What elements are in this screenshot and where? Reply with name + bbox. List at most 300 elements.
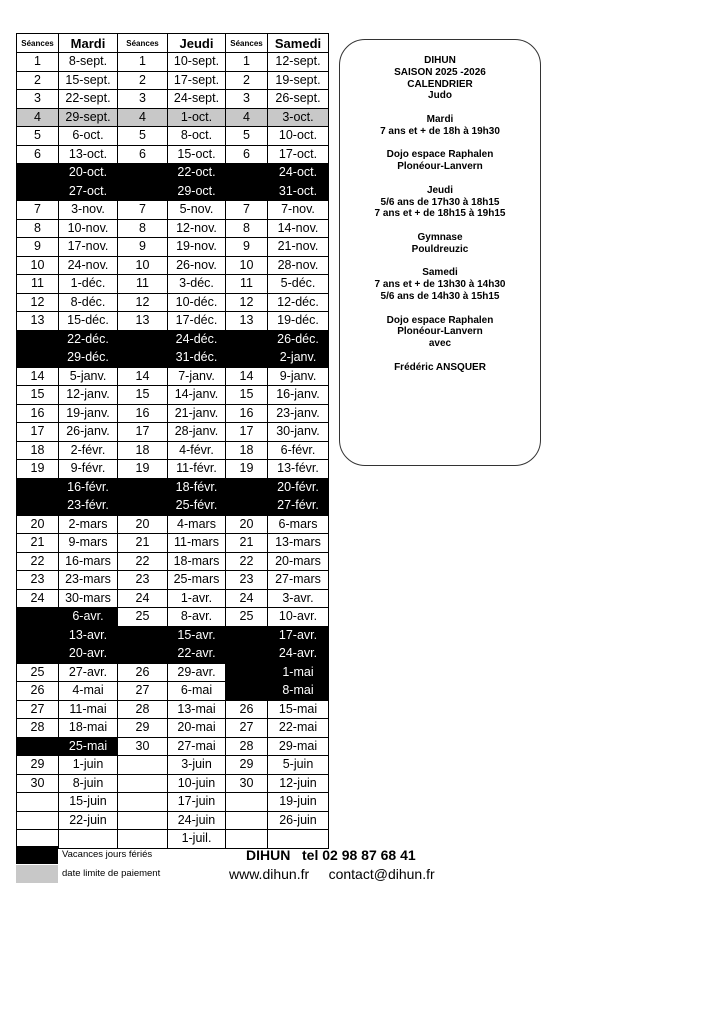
date-samedi-cell: 12-sept. xyxy=(268,53,329,72)
seance-jeudi-cell xyxy=(118,793,168,812)
seance-mardi-cell: 12 xyxy=(17,293,59,312)
date-mardi-cell: 4-mai xyxy=(59,682,118,701)
date-samedi-cell: 30-janv. xyxy=(268,423,329,442)
seance-mardi-cell xyxy=(17,478,59,497)
seance-jeudi-cell xyxy=(118,645,168,664)
seance-jeudi-cell xyxy=(118,626,168,645)
date-mardi-cell: 2-mars xyxy=(59,515,118,534)
seance-samedi-cell: 8 xyxy=(226,219,268,238)
table-row xyxy=(17,478,329,497)
date-samedi-cell: 3-oct. xyxy=(268,108,329,127)
table-row xyxy=(17,663,329,682)
date-jeudi-cell: 10-juin xyxy=(168,774,226,793)
seance-samedi-cell: 18 xyxy=(226,441,268,460)
date-mardi-cell: 1-juin xyxy=(59,756,118,775)
seance-samedi-cell: 19 xyxy=(226,460,268,479)
table-row xyxy=(17,830,329,849)
date-jeudi-cell: 14-janv. xyxy=(168,386,226,405)
date-samedi-cell: 5-déc. xyxy=(268,275,329,294)
date-mardi-cell: 16-févr. xyxy=(59,478,118,497)
seance-jeudi-cell: 10 xyxy=(118,256,168,275)
seance-samedi-cell: 26 xyxy=(226,700,268,719)
date-jeudi-cell: 17-déc. xyxy=(168,312,226,331)
date-jeudi-cell: 3-déc. xyxy=(168,275,226,294)
seance-jeudi-cell: 15 xyxy=(118,386,168,405)
date-mardi-cell: 22-déc. xyxy=(59,330,118,349)
seance-mardi-cell xyxy=(17,645,59,664)
date-mardi-cell: 8-juin xyxy=(59,774,118,793)
date-jeudi-cell: 1-avr. xyxy=(168,589,226,608)
seance-jeudi-cell xyxy=(118,830,168,849)
date-samedi-cell xyxy=(268,830,329,849)
table-row xyxy=(17,793,329,812)
date-samedi-cell: 23-janv. xyxy=(268,404,329,423)
info-line: 5/6 ans de 17h30 à 18h15 xyxy=(380,196,500,208)
seance-mardi-cell xyxy=(17,182,59,201)
date-mardi-cell: 19-janv. xyxy=(59,404,118,423)
table-row xyxy=(17,441,329,460)
date-jeudi-cell: 21-janv. xyxy=(168,404,226,423)
info-line: 7 ans et + de 18h à 19h30 xyxy=(380,125,500,137)
seance-mardi-cell: 27 xyxy=(17,700,59,719)
date-samedi-cell: 27-mars xyxy=(268,571,329,590)
seance-mardi-cell xyxy=(17,164,59,183)
info-line: Plonéour-Lanvern xyxy=(397,161,483,173)
date-samedi-cell: 26-sept. xyxy=(268,90,329,109)
table-row xyxy=(17,367,329,386)
footer-web-contact: www.dihun.fr contact@dihun.fr xyxy=(229,866,435,882)
seance-mardi-cell: 19 xyxy=(17,460,59,479)
date-samedi-cell: 1-mai xyxy=(268,663,329,682)
date-mardi-cell: 27-oct. xyxy=(59,182,118,201)
seance-samedi-cell xyxy=(226,497,268,516)
table-row xyxy=(17,682,329,701)
seance-samedi-cell: 4 xyxy=(226,108,268,127)
date-samedi-cell: 3-avr. xyxy=(268,589,329,608)
date-jeudi-cell: 1-juil. xyxy=(168,830,226,849)
table-row xyxy=(17,608,329,627)
date-jeudi-cell: 6-mai xyxy=(168,682,226,701)
seance-samedi-cell: 28 xyxy=(226,737,268,756)
date-samedi-cell: 7-nov. xyxy=(268,201,329,220)
seance-mardi-cell xyxy=(17,793,59,812)
table-row xyxy=(17,53,329,72)
date-jeudi-cell: 15-avr. xyxy=(168,626,226,645)
date-jeudi-cell: 17-juin xyxy=(168,793,226,812)
seance-samedi-cell xyxy=(226,663,268,682)
table-row xyxy=(17,774,329,793)
date-jeudi-cell: 29-oct. xyxy=(168,182,226,201)
seance-mardi-cell: 5 xyxy=(17,127,59,146)
seance-samedi-cell xyxy=(226,478,268,497)
table-row xyxy=(17,423,329,442)
date-mardi-cell: 24-nov. xyxy=(59,256,118,275)
date-mardi-cell: 13-avr. xyxy=(59,626,118,645)
date-jeudi-cell: 28-janv. xyxy=(168,423,226,442)
seance-samedi-cell: 6 xyxy=(226,145,268,164)
seance-jeudi-cell: 29 xyxy=(118,719,168,738)
date-jeudi-cell: 20-mai xyxy=(168,719,226,738)
date-jeudi-cell: 17-sept. xyxy=(168,71,226,90)
date-samedi-cell: 14-nov. xyxy=(268,219,329,238)
table-row xyxy=(17,182,329,201)
date-mardi-cell: 6-oct. xyxy=(59,127,118,146)
seance-mardi-cell: 7 xyxy=(17,201,59,220)
seance-jeudi-cell: 16 xyxy=(118,404,168,423)
table-row xyxy=(17,201,329,220)
seance-mardi-cell xyxy=(17,737,59,756)
info-line xyxy=(340,102,540,114)
header-jeudi: Jeudi xyxy=(168,34,226,53)
date-samedi-cell: 8-mai xyxy=(268,682,329,701)
date-samedi-cell: 10-avr. xyxy=(268,608,329,627)
seance-mardi-cell: 4 xyxy=(17,108,59,127)
info-line xyxy=(340,350,540,362)
header-mardi: Mardi xyxy=(59,34,118,53)
table-row xyxy=(17,460,329,479)
date-samedi-cell: 15-mai xyxy=(268,700,329,719)
seance-jeudi-cell: 7 xyxy=(118,201,168,220)
info-line: avec xyxy=(428,338,452,350)
date-mardi-cell: 8-sept. xyxy=(59,53,118,72)
date-samedi-cell: 21-nov. xyxy=(268,238,329,257)
legend-holiday-label: Vacances jours fériés xyxy=(62,849,153,860)
seance-samedi-cell: 12 xyxy=(226,293,268,312)
date-samedi-cell: 2-janv. xyxy=(268,349,329,368)
seance-jeudi-cell xyxy=(118,497,168,516)
legend-holiday-swatch xyxy=(16,846,58,864)
header-row xyxy=(17,34,329,53)
date-mardi-cell: 20-avr. xyxy=(59,645,118,664)
seance-jeudi-cell: 21 xyxy=(118,534,168,553)
date-mardi-cell: 13-oct. xyxy=(59,145,118,164)
date-jeudi-cell: 29-avr. xyxy=(168,663,226,682)
seance-mardi-cell: 1 xyxy=(17,53,59,72)
table-row xyxy=(17,571,329,590)
date-samedi-cell: 6-févr. xyxy=(268,441,329,460)
seance-mardi-cell: 11 xyxy=(17,275,59,294)
schedule-table xyxy=(16,33,329,849)
date-jeudi-cell: 22-oct. xyxy=(168,164,226,183)
date-mardi-cell: 25-mai xyxy=(59,737,118,756)
table-row xyxy=(17,293,329,312)
seance-jeudi-cell: 19 xyxy=(118,460,168,479)
date-jeudi-cell: 26-nov. xyxy=(168,256,226,275)
seance-samedi-cell: 7 xyxy=(226,201,268,220)
seance-mardi-cell xyxy=(17,497,59,516)
info-line: Dojo espace Raphalen xyxy=(386,314,494,326)
seance-samedi-cell xyxy=(226,330,268,349)
seance-jeudi-cell: 8 xyxy=(118,219,168,238)
seance-mardi-cell: 22 xyxy=(17,552,59,571)
info-line: SAISON 2025 -2026 xyxy=(394,66,486,78)
date-mardi-cell: 1-déc. xyxy=(59,275,118,294)
seance-mardi-cell: 15 xyxy=(17,386,59,405)
seance-mardi-cell: 21 xyxy=(17,534,59,553)
seance-jeudi-cell: 17 xyxy=(118,423,168,442)
seance-mardi-cell: 3 xyxy=(17,90,59,109)
date-samedi-cell: 9-janv. xyxy=(268,367,329,386)
date-jeudi-cell: 24-sept. xyxy=(168,90,226,109)
seance-mardi-cell: 18 xyxy=(17,441,59,460)
table-row xyxy=(17,90,329,109)
seance-samedi-cell: 20 xyxy=(226,515,268,534)
info-line xyxy=(340,173,540,185)
seance-jeudi-cell xyxy=(118,164,168,183)
date-samedi-cell: 29-mai xyxy=(268,737,329,756)
schedule-body xyxy=(17,53,329,849)
date-mardi-cell: 12-janv. xyxy=(59,386,118,405)
date-mardi-cell: 29-sept. xyxy=(59,108,118,127)
seance-mardi-cell: 2 xyxy=(17,71,59,90)
seance-jeudi-cell: 4 xyxy=(118,108,168,127)
date-mardi-cell: 27-avr. xyxy=(59,663,118,682)
date-jeudi-cell: 18-févr. xyxy=(168,478,226,497)
seance-mardi-cell xyxy=(17,349,59,368)
seance-samedi-cell: 10 xyxy=(226,256,268,275)
date-jeudi-cell: 27-mai xyxy=(168,737,226,756)
info-line xyxy=(340,303,540,315)
date-jeudi-cell: 31-déc. xyxy=(168,349,226,368)
seance-jeudi-cell: 28 xyxy=(118,700,168,719)
table-row xyxy=(17,534,329,553)
date-samedi-cell: 26-juin xyxy=(268,811,329,830)
seance-jeudi-cell: 6 xyxy=(118,145,168,164)
date-mardi-cell xyxy=(59,830,118,849)
seance-jeudi-cell: 25 xyxy=(118,608,168,627)
info-line: 7 ans et + de 13h30 à 14h30 xyxy=(374,279,506,291)
date-jeudi-cell: 22-avr. xyxy=(168,645,226,664)
seance-samedi-cell: 21 xyxy=(226,534,268,553)
table-row xyxy=(17,312,329,331)
date-samedi-cell: 31-oct. xyxy=(268,182,329,201)
date-jeudi-cell: 3-juin xyxy=(168,756,226,775)
footer-phone: DIHUN tel 02 98 87 68 41 xyxy=(246,847,416,863)
table-row xyxy=(17,71,329,90)
table-row xyxy=(17,404,329,423)
seance-jeudi-cell: 18 xyxy=(118,441,168,460)
date-mardi-cell: 16-mars xyxy=(59,552,118,571)
date-mardi-cell: 18-mai xyxy=(59,719,118,738)
date-samedi-cell: 19-sept. xyxy=(268,71,329,90)
seance-jeudi-cell: 11 xyxy=(118,275,168,294)
seance-jeudi-cell xyxy=(118,811,168,830)
table-row xyxy=(17,497,329,516)
date-jeudi-cell: 8-avr. xyxy=(168,608,226,627)
info-line: Jeudi xyxy=(426,184,454,196)
seance-samedi-cell: 15 xyxy=(226,386,268,405)
seance-samedi-cell: 22 xyxy=(226,552,268,571)
seance-mardi-cell: 17 xyxy=(17,423,59,442)
seance-mardi-cell xyxy=(17,608,59,627)
date-jeudi-cell: 1-oct. xyxy=(168,108,226,127)
info-line: Dojo espace Raphalen xyxy=(386,149,494,161)
seance-mardi-cell: 20 xyxy=(17,515,59,534)
info-line: Gymnase xyxy=(417,231,463,243)
seance-mardi-cell: 30 xyxy=(17,774,59,793)
seance-mardi-cell xyxy=(17,330,59,349)
seance-samedi-cell: 14 xyxy=(226,367,268,386)
date-mardi-cell: 11-mai xyxy=(59,700,118,719)
info-line: CALENDRIER xyxy=(407,78,473,90)
seance-mardi-cell: 13 xyxy=(17,312,59,331)
table-row xyxy=(17,626,329,645)
seance-mardi-cell xyxy=(17,811,59,830)
date-mardi-cell: 5-janv. xyxy=(59,367,118,386)
seance-mardi-cell: 16 xyxy=(17,404,59,423)
table-row xyxy=(17,700,329,719)
seance-samedi-cell: 29 xyxy=(226,756,268,775)
seance-samedi-cell: 27 xyxy=(226,719,268,738)
seance-jeudi-cell: 3 xyxy=(118,90,168,109)
date-mardi-cell: 23-mars xyxy=(59,571,118,590)
date-mardi-cell: 3-nov. xyxy=(59,201,118,220)
date-jeudi-cell: 12-nov. xyxy=(168,219,226,238)
date-samedi-cell: 5-juin xyxy=(268,756,329,775)
seance-jeudi-cell xyxy=(118,756,168,775)
table-row xyxy=(17,127,329,146)
header-seances-samedi: Séances xyxy=(226,34,268,53)
date-jeudi-cell: 25-mars xyxy=(168,571,226,590)
date-samedi-cell: 17-oct. xyxy=(268,145,329,164)
date-mardi-cell: 9-févr. xyxy=(59,460,118,479)
seance-jeudi-cell: 24 xyxy=(118,589,168,608)
date-mardi-cell: 23-févr. xyxy=(59,497,118,516)
date-samedi-cell: 13-févr. xyxy=(268,460,329,479)
info-line: DIHUN xyxy=(424,55,456,66)
table-row xyxy=(17,349,329,368)
table-row xyxy=(17,219,329,238)
seance-mardi-cell: 24 xyxy=(17,589,59,608)
seance-samedi-cell xyxy=(226,349,268,368)
table-row xyxy=(17,330,329,349)
date-jeudi-cell: 18-mars xyxy=(168,552,226,571)
seance-samedi-cell xyxy=(226,811,268,830)
seance-jeudi-cell: 1 xyxy=(118,53,168,72)
seance-mardi-cell: 9 xyxy=(17,238,59,257)
date-mardi-cell: 26-janv. xyxy=(59,423,118,442)
info-line: 7 ans et + de 18h15 à 19h15 xyxy=(374,208,506,220)
seance-jeudi-cell: 5 xyxy=(118,127,168,146)
seance-mardi-cell: 6 xyxy=(17,145,59,164)
seance-jeudi-cell: 9 xyxy=(118,238,168,257)
seance-jeudi-cell xyxy=(118,349,168,368)
date-mardi-cell: 15-déc. xyxy=(59,312,118,331)
seance-mardi-cell: 29 xyxy=(17,756,59,775)
seance-samedi-cell xyxy=(226,645,268,664)
date-mardi-cell: 22-juin xyxy=(59,811,118,830)
info-line: Samedi xyxy=(422,267,458,279)
info-box xyxy=(339,39,541,466)
seance-mardi-cell xyxy=(17,626,59,645)
seance-samedi-cell: 16 xyxy=(226,404,268,423)
date-jeudi-cell: 24-juin xyxy=(168,811,226,830)
seance-jeudi-cell: 20 xyxy=(118,515,168,534)
seance-jeudi-cell: 2 xyxy=(118,71,168,90)
table-row xyxy=(17,256,329,275)
seance-samedi-cell: 9 xyxy=(226,238,268,257)
seance-samedi-cell: 17 xyxy=(226,423,268,442)
date-samedi-cell: 19-juin xyxy=(268,793,329,812)
date-jeudi-cell: 15-oct. xyxy=(168,145,226,164)
header-seances-mardi: Séances xyxy=(17,34,59,53)
table-row xyxy=(17,811,329,830)
date-samedi-cell: 26-déc. xyxy=(268,330,329,349)
seance-mardi-cell: 8 xyxy=(17,219,59,238)
date-mardi-cell: 15-sept. xyxy=(59,71,118,90)
seance-jeudi-cell: 30 xyxy=(118,737,168,756)
date-jeudi-cell: 10-sept. xyxy=(168,53,226,72)
date-jeudi-cell: 4-févr. xyxy=(168,441,226,460)
date-jeudi-cell: 13-mai xyxy=(168,700,226,719)
seance-jeudi-cell: 14 xyxy=(118,367,168,386)
table-row xyxy=(17,386,329,405)
date-samedi-cell: 24-avr. xyxy=(268,645,329,664)
seance-jeudi-cell: 26 xyxy=(118,663,168,682)
seance-samedi-cell: 25 xyxy=(226,608,268,627)
date-mardi-cell: 2-févr. xyxy=(59,441,118,460)
seance-samedi-cell: 24 xyxy=(226,589,268,608)
date-jeudi-cell: 8-oct. xyxy=(168,127,226,146)
info-line: Pouldreuzic xyxy=(411,243,469,255)
date-samedi-cell: 12-juin xyxy=(268,774,329,793)
seance-samedi-cell: 30 xyxy=(226,774,268,793)
seance-jeudi-cell xyxy=(118,774,168,793)
seance-samedi-cell xyxy=(226,182,268,201)
info-line: Judo xyxy=(428,90,452,102)
table-row xyxy=(17,756,329,775)
seance-samedi-cell: 11 xyxy=(226,275,268,294)
date-mardi-cell: 29-déc. xyxy=(59,349,118,368)
seance-jeudi-cell xyxy=(118,182,168,201)
date-jeudi-cell: 19-nov. xyxy=(168,238,226,257)
date-jeudi-cell: 7-janv. xyxy=(168,367,226,386)
date-jeudi-cell: 4-mars xyxy=(168,515,226,534)
seance-mardi-cell: 26 xyxy=(17,682,59,701)
seance-samedi-cell xyxy=(226,830,268,849)
date-mardi-cell: 10-nov. xyxy=(59,219,118,238)
seance-samedi-cell: 2 xyxy=(226,71,268,90)
seance-jeudi-cell: 13 xyxy=(118,312,168,331)
legend-payment-label: date limite de paiement xyxy=(62,868,161,879)
date-samedi-cell: 6-mars xyxy=(268,515,329,534)
date-mardi-cell: 20-oct. xyxy=(59,164,118,183)
seance-samedi-cell xyxy=(226,164,268,183)
seance-jeudi-cell: 27 xyxy=(118,682,168,701)
header-seances-jeudi: Séances xyxy=(118,34,168,53)
seance-samedi-cell xyxy=(226,793,268,812)
date-jeudi-cell: 11-févr. xyxy=(168,460,226,479)
date-jeudi-cell: 10-déc. xyxy=(168,293,226,312)
info-line xyxy=(340,138,540,150)
table-row xyxy=(17,645,329,664)
date-samedi-cell: 20-févr. xyxy=(268,478,329,497)
info-line xyxy=(340,220,540,232)
date-jeudi-cell: 25-févr. xyxy=(168,497,226,516)
seance-samedi-cell xyxy=(226,626,268,645)
date-jeudi-cell: 24-déc. xyxy=(168,330,226,349)
table-row xyxy=(17,275,329,294)
table-row xyxy=(17,145,329,164)
date-mardi-cell: 6-avr. xyxy=(59,608,118,627)
info-line xyxy=(340,256,540,268)
table-row xyxy=(17,515,329,534)
table-row xyxy=(17,552,329,571)
date-samedi-cell: 20-mars xyxy=(268,552,329,571)
date-mardi-cell: 30-mars xyxy=(59,589,118,608)
table-row xyxy=(17,719,329,738)
seance-samedi-cell: 5 xyxy=(226,127,268,146)
